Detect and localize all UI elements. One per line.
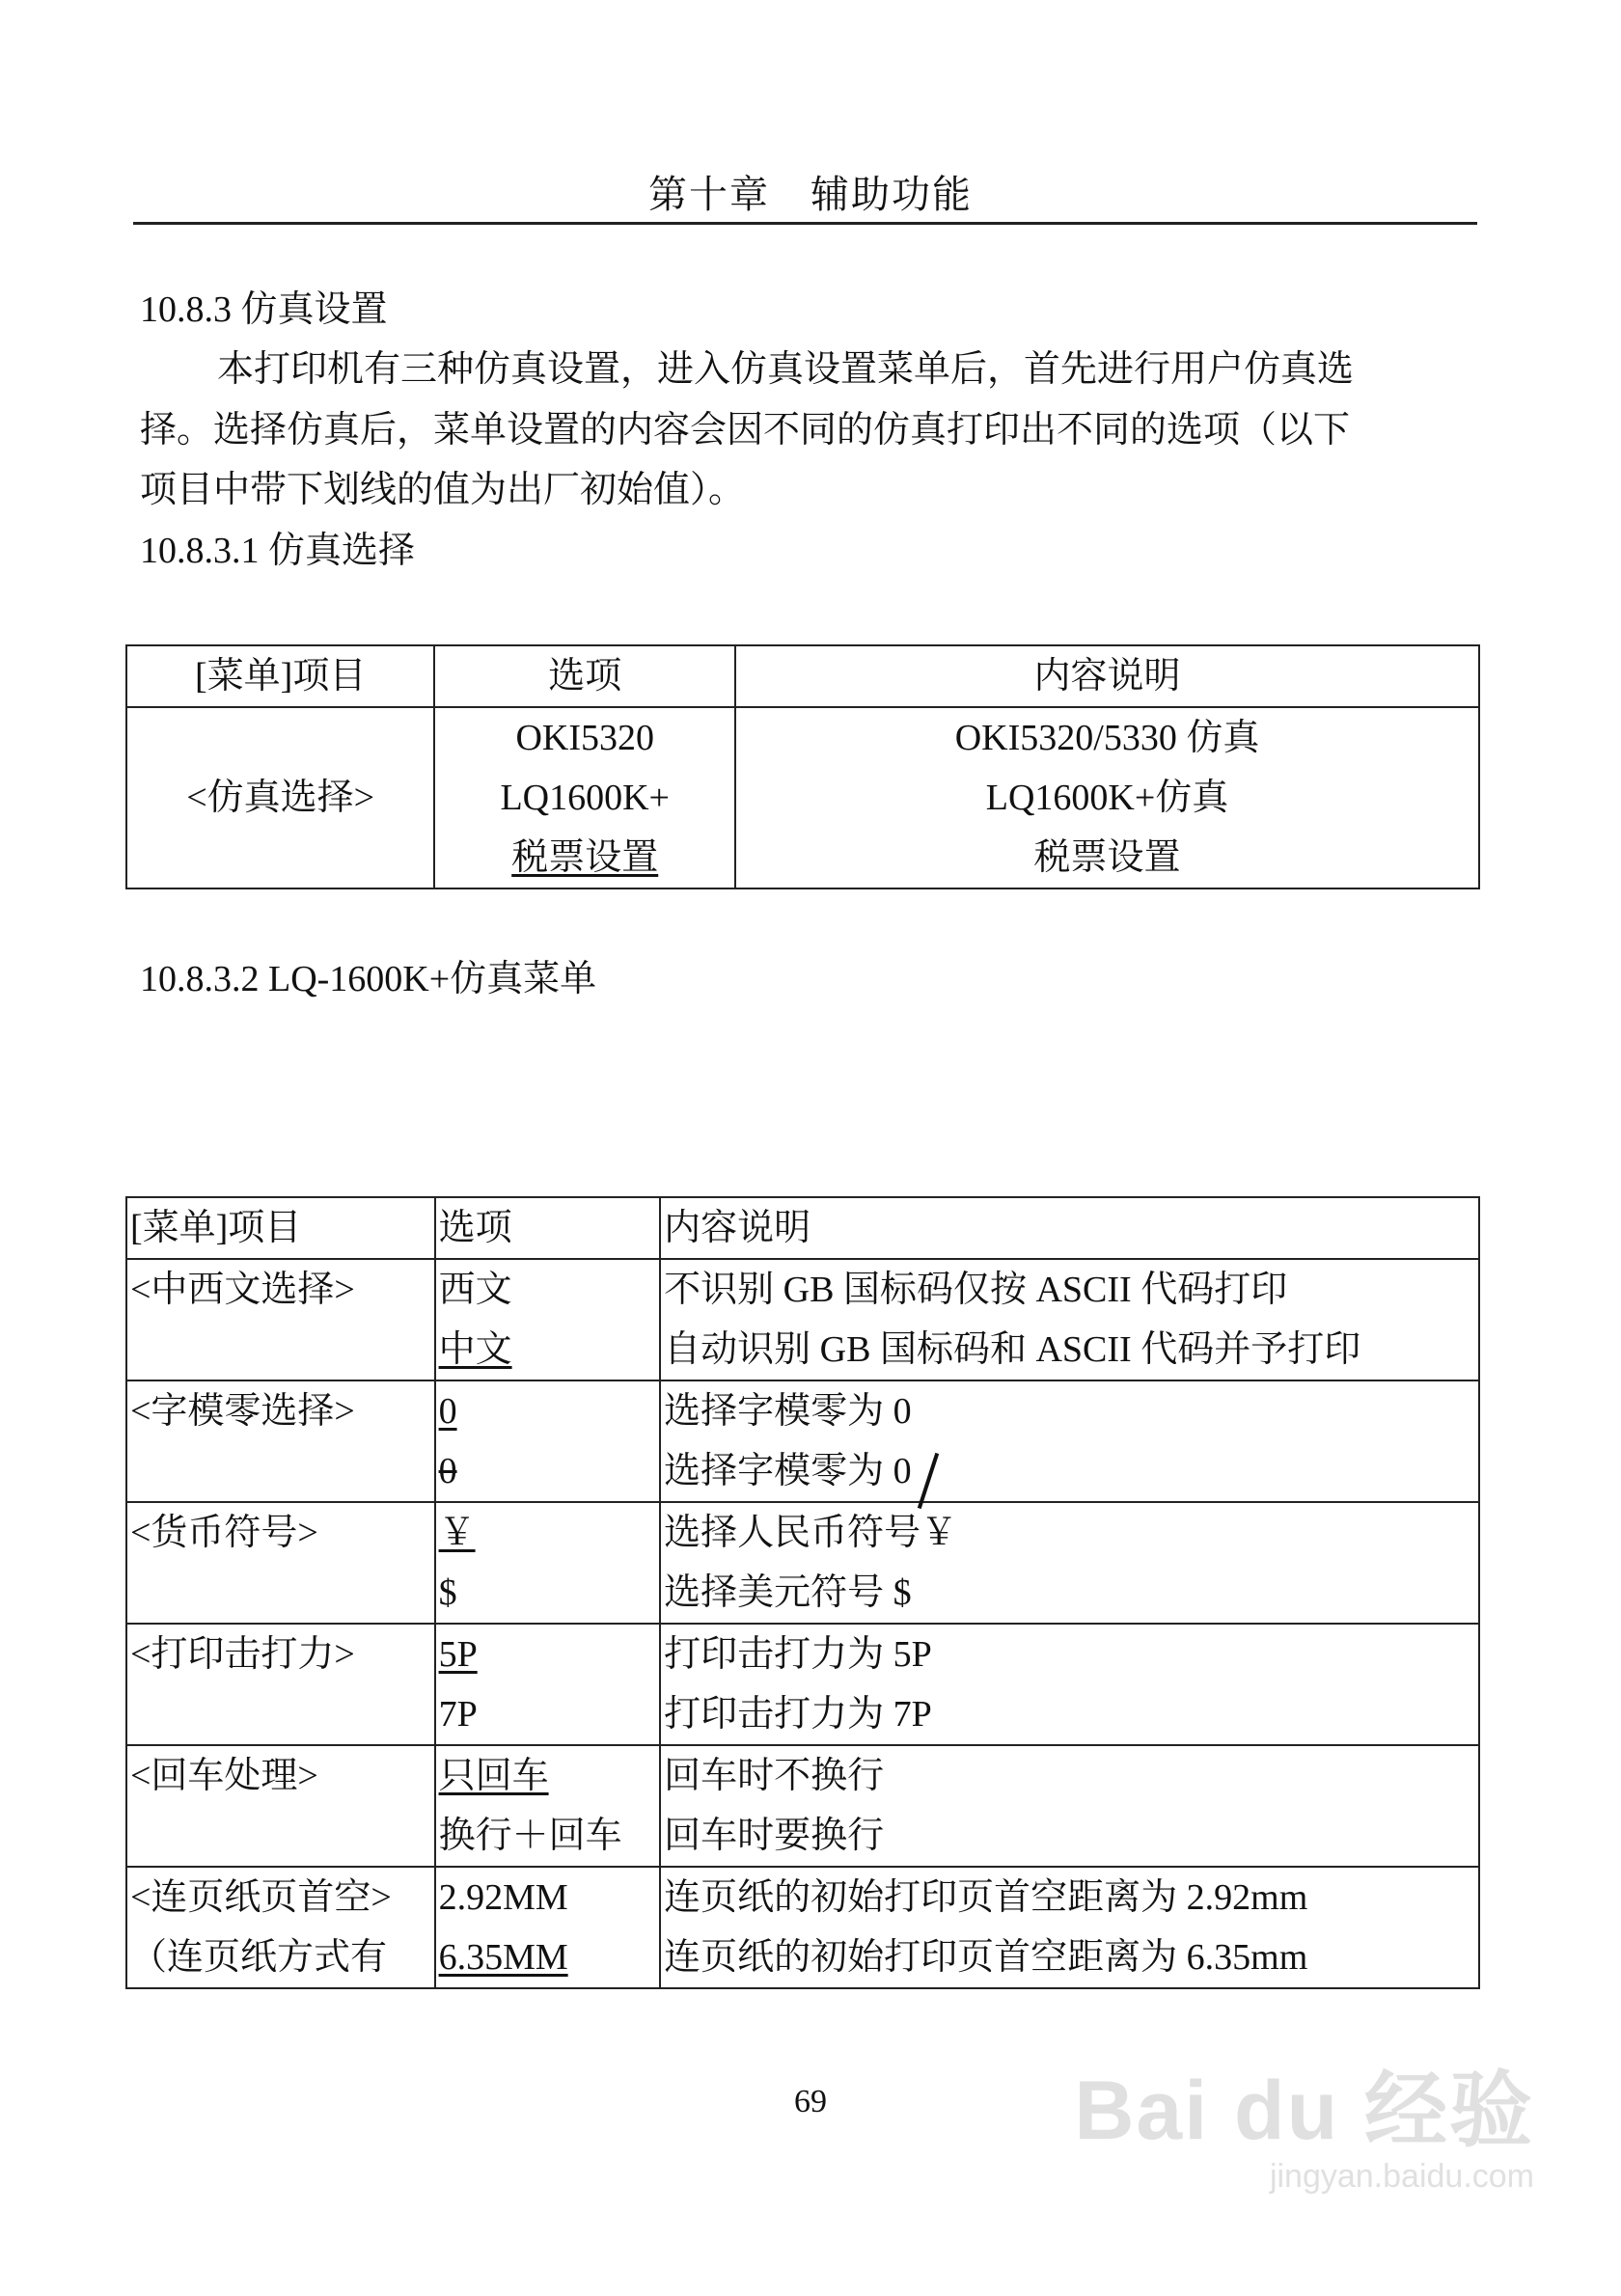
chapter-title: 第十章 辅助功能 [648, 173, 973, 216]
options-cell [435, 1624, 661, 1745]
column-header: [菜单]项目 [126, 645, 434, 707]
emulation-selection-table [125, 644, 1480, 889]
options-cell [435, 1502, 661, 1624]
subsection-heading: 10.8.3.2 LQ-1600K+仿真菜单 [140, 959, 597, 999]
header-rule [133, 222, 1477, 225]
options-cell [435, 1867, 661, 1988]
paragraph-line: 本打印机有三种仿真设置，进入仿真设置菜单后，首先进行用户仿真选 [217, 349, 1355, 390]
menu-item-cell [126, 1380, 435, 1502]
menu-item-note: （连页纸方式有 [130, 1937, 388, 1978]
description-text: 连页纸的初始打印页首空距离为 6.35mm [664, 1937, 1308, 1978]
option-value: 换行＋回车 [438, 1816, 622, 1856]
option-value: 7P [438, 1694, 478, 1735]
option-value-default: 中文 [438, 1329, 512, 1370]
option-value-default: ￥ [438, 1513, 476, 1553]
description-text: 选择字模零为 0 [664, 1391, 912, 1432]
option-value-default: 0 [438, 1391, 457, 1432]
watermark-brand: Bai du 经验 [1074, 2064, 1534, 2157]
description-text: 选择字模零为 0 [664, 1451, 912, 1491]
menu-item-cell [126, 1259, 435, 1380]
descriptions-cell [735, 707, 1479, 888]
option-value-slashed-zero: 0 [438, 1451, 457, 1491]
table-header-row [126, 1197, 1479, 1259]
menu-item-label: <连页纸页首空> [130, 1877, 392, 1918]
column-header: 内容说明 [660, 1197, 1479, 1259]
menu-item-label: <打印击打力> [130, 1634, 355, 1675]
table-header-row [126, 645, 1479, 707]
column-header: 内容说明 [735, 645, 1479, 707]
watermark-url: jingyan.baidu.com [1269, 2158, 1534, 2195]
menu-item-cell [126, 1867, 435, 1988]
descriptions-cell [660, 1502, 1479, 1624]
paragraph-line: 择。选择仿真后，菜单设置的内容会因不同的仿真打印出不同的选项（以下 [140, 410, 1351, 451]
option-value: $ [438, 1572, 457, 1613]
menu-item-label: <回车处理> [130, 1756, 318, 1796]
description-text: 连页纸的初始打印页首空距离为 2.92mm [664, 1877, 1308, 1918]
menu-item-cell [126, 1502, 435, 1624]
description-text: OKI5320/5330 仿真 [954, 718, 1260, 758]
options-cell [435, 1745, 661, 1867]
description-text: 选择美元符号 $ [664, 1572, 912, 1613]
column-header: 选项 [435, 1197, 661, 1259]
table-row [126, 1745, 1479, 1867]
subsection-heading: 10.8.3.1 仿真选择 [140, 531, 416, 571]
table-row [126, 1502, 1479, 1624]
options-cell [435, 1380, 661, 1502]
description-text: 不识别 GB 国标码仅按 ASCII 代码打印 [664, 1270, 1288, 1310]
description-text: 选择人民币符号￥ [664, 1513, 958, 1553]
descriptions-cell [660, 1745, 1479, 1867]
description-text: 回车时要换行 [664, 1816, 885, 1856]
column-header: 选项 [434, 645, 735, 707]
menu-item-label: <货币符号> [130, 1513, 318, 1553]
option-value: 西文 [438, 1270, 512, 1310]
description-text: 自动识别 GB 国标码和 ASCII 代码并予打印 [664, 1329, 1361, 1370]
options-cell [434, 707, 735, 888]
option-value-default: 只回车 [438, 1756, 549, 1796]
description-text: 打印击打力为 7P [664, 1694, 932, 1735]
descriptions-cell [660, 1867, 1479, 1988]
menu-item-label: <仿真选择> [186, 778, 375, 818]
descriptions-cell [660, 1624, 1479, 1745]
baidu-jingyan-watermark [1074, 2064, 1534, 2196]
table-row [126, 1624, 1479, 1745]
descriptions-cell [660, 1259, 1479, 1380]
table-row [126, 707, 1479, 888]
menu-item-cell [126, 1745, 435, 1867]
descriptions-cell [660, 1380, 1479, 1502]
option-value: OKI5320 [515, 718, 654, 758]
menu-item-cell [126, 1624, 435, 1745]
menu-item-label: <字模零选择> [130, 1391, 355, 1432]
option-value: 2.92MM [438, 1877, 568, 1918]
option-value-default: 6.35MM [438, 1937, 568, 1978]
description-text: 回车时不换行 [664, 1756, 885, 1796]
table-row [126, 1259, 1479, 1380]
lq1600k-menu-table [125, 1196, 1480, 1989]
paragraph-line: 项目中带下划线的值为出厂初始值）。 [140, 470, 746, 510]
column-header: [菜单]项目 [126, 1197, 435, 1259]
menu-item-label: <中西文选择> [130, 1270, 355, 1310]
table-row [126, 1867, 1479, 1988]
option-value-default: 5P [438, 1634, 478, 1675]
page-number: 69 [794, 2084, 827, 2119]
option-value-default: 税票设置 [511, 837, 659, 878]
options-cell [435, 1259, 661, 1380]
description-text: LQ1600K+仿真 [985, 778, 1229, 818]
description-text: 打印击打力为 5P [664, 1634, 932, 1675]
section-heading: 10.8.3 仿真设置 [140, 289, 388, 330]
table-row [126, 1380, 1479, 1502]
option-value: LQ1600K+ [500, 778, 670, 818]
description-text: 税票设置 [1033, 837, 1181, 878]
menu-item-cell [126, 707, 434, 888]
